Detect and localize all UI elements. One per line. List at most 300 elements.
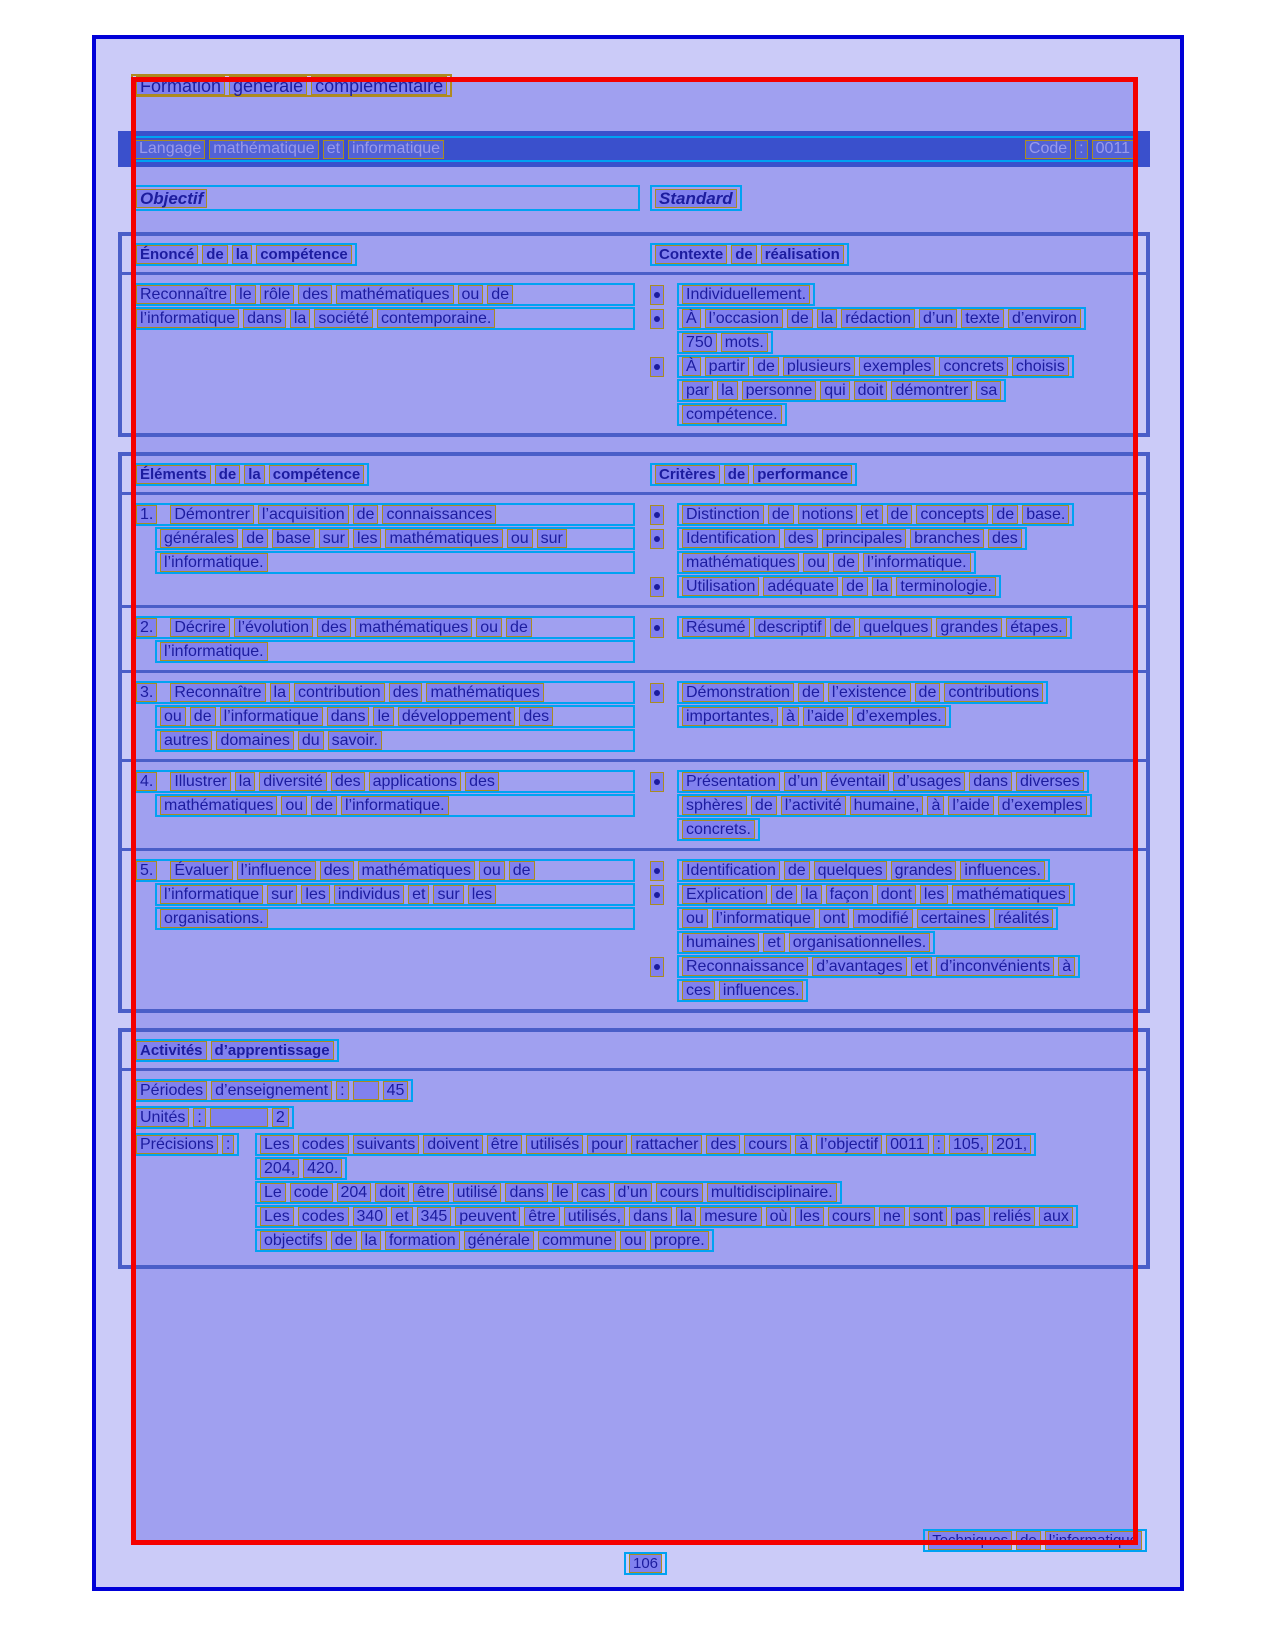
word-box: de: [768, 505, 794, 524]
word-box: individus: [334, 885, 404, 904]
line-box: [677, 883, 1075, 906]
word-box: :: [1075, 140, 1087, 159]
word-box: sa: [976, 381, 1001, 400]
word-box: cours: [656, 1183, 703, 1202]
word-box: ou: [458, 285, 484, 304]
word-box: Éléments: [136, 465, 211, 484]
word-box: de: [842, 577, 868, 596]
word-box: rattacher: [631, 1135, 702, 1154]
word-box: de: [798, 683, 824, 702]
word-box: le: [552, 1183, 572, 1202]
word-box: Démonstration: [682, 683, 794, 702]
word-box: :: [193, 1108, 205, 1127]
line-box: [131, 283, 635, 306]
activites-body: [122, 1071, 1146, 1265]
word-box: mathématiques: [160, 796, 277, 815]
word-box: l’informatique: [136, 309, 239, 328]
word-box: l’évolution: [234, 618, 313, 637]
periodes-row: [131, 1079, 1137, 1102]
word-box: du: [298, 731, 324, 750]
col-header-enonce: [131, 243, 357, 266]
word-box: 420.: [303, 1159, 342, 1178]
bullet-icon: [650, 618, 664, 638]
word-box: humaine,: [850, 796, 924, 815]
word-box: ou: [507, 529, 533, 548]
tables-area: [118, 232, 1150, 1269]
word-box: Utilisation: [682, 577, 759, 596]
bullet-icon: [650, 357, 664, 377]
standard-label: [650, 185, 742, 211]
word-box: Les: [260, 1135, 294, 1154]
bullet-icon: [650, 309, 664, 329]
word-box: 2.: [136, 618, 157, 637]
word-box: sphères: [682, 796, 747, 815]
table-activites: [118, 1028, 1150, 1269]
word-box: modifié: [853, 909, 913, 928]
word-box: de: [202, 245, 228, 264]
word-box: la: [717, 381, 737, 400]
criteria-bullet: [650, 883, 1142, 955]
competence-statement: [131, 283, 640, 427]
word-box: doivent: [423, 1135, 483, 1154]
line-box: [677, 955, 1080, 978]
word-box: 750: [682, 333, 717, 352]
line-box: [155, 883, 635, 906]
bullet-dot: [654, 512, 660, 518]
word-box: être: [413, 1183, 449, 1202]
word-box: 340: [353, 1207, 388, 1226]
criteria-bullet-list: [650, 770, 1146, 842]
word-box: complémentaire: [311, 76, 447, 95]
word-box: 204: [337, 1183, 372, 1202]
word-box: développement: [398, 707, 515, 726]
word-box: adéquate: [763, 577, 838, 596]
word-box: l’informatique.: [160, 642, 268, 661]
word-box: à: [782, 707, 799, 726]
precisions-text: [255, 1133, 1137, 1253]
line-box: [131, 1079, 413, 1102]
criteria-bullet: [650, 575, 1142, 599]
bullet-dot: [654, 690, 660, 696]
word-box: sur: [319, 529, 349, 548]
word-box: texte: [961, 309, 1004, 328]
word-box: Démontrer: [170, 505, 254, 524]
word-box: :: [933, 1135, 945, 1154]
word-box: suivants: [353, 1135, 420, 1154]
criteria-bullet-list: [650, 503, 1146, 599]
criteria-bullet: [650, 955, 1142, 1003]
line-box: [255, 1181, 842, 1204]
word-box: mots.: [721, 333, 768, 352]
word-box: et: [408, 885, 429, 904]
word-box: peuvent: [455, 1207, 520, 1226]
word-box: générale: [464, 1231, 534, 1250]
word-box: les: [468, 885, 496, 904]
document-title: [131, 74, 452, 97]
word-box: importantes,: [682, 707, 778, 726]
word-box: ne: [879, 1207, 905, 1226]
word-box: le: [373, 707, 393, 726]
word-box: ou: [682, 909, 708, 928]
criteria-bullet: [650, 355, 1142, 427]
word-box: de: [751, 796, 777, 815]
element-row: [122, 848, 1146, 1009]
criteria-bullet: [650, 770, 1142, 842]
element-statement: [131, 770, 640, 842]
word-box: Précisions: [136, 1135, 218, 1154]
word-box: quelques: [814, 861, 887, 880]
bullet-dot: [654, 779, 660, 785]
word-box: contribution: [294, 683, 385, 702]
word-box: la: [817, 309, 837, 328]
word-box: des: [519, 707, 553, 726]
bullet-dot: [654, 316, 660, 322]
word-box: Identification: [682, 529, 780, 548]
criteria-bullet: [650, 616, 1142, 640]
word-box: la: [270, 683, 290, 702]
word-box: mathématiques: [358, 861, 475, 880]
line-box: [677, 794, 1092, 817]
word-box: branches: [910, 529, 984, 548]
word-box: :: [222, 1135, 234, 1154]
criteria-bullet: [650, 307, 1142, 355]
line-box: [155, 527, 635, 550]
word-box: d’usages: [893, 772, 965, 791]
word-box: d’enseignement: [211, 1081, 332, 1100]
word-box: et: [911, 957, 932, 976]
word-box: de: [833, 553, 859, 572]
word-box: concrets.: [682, 820, 755, 839]
line-box: [131, 503, 635, 526]
bullet-dot: [654, 964, 660, 970]
word-box: informatique: [348, 140, 444, 159]
word-box: à: [927, 796, 944, 815]
word-box: Critères: [655, 465, 720, 484]
word-box: d’un: [614, 1183, 652, 1202]
word-box: certaines: [917, 909, 990, 928]
element-row: [122, 759, 1146, 848]
word-box: de: [190, 707, 216, 726]
word-box: réalisation: [761, 245, 844, 264]
word-box: mathématiques: [682, 553, 799, 572]
word-box: Distinction: [682, 505, 764, 524]
word-box: la: [676, 1207, 696, 1226]
bullet-icon: [650, 505, 664, 525]
word-box: d’avantages: [812, 957, 906, 976]
word-box: de: [331, 1231, 357, 1250]
word-box: rédaction: [841, 309, 915, 328]
word-box: dans: [505, 1183, 548, 1202]
word-box: grandes: [891, 861, 957, 880]
word-box: quelques: [859, 618, 932, 637]
line-box: [131, 307, 635, 330]
word-box: Objectif: [136, 189, 207, 208]
word-box: humaines: [682, 933, 759, 952]
word-box: la: [801, 885, 821, 904]
word-box: d’exemples.: [852, 707, 945, 726]
line-box: [131, 859, 635, 882]
word-box: Énoncé: [136, 245, 198, 264]
word-box: d’exemples: [998, 796, 1087, 815]
word-box: d’environ: [1008, 309, 1081, 328]
element-statement: [131, 503, 640, 599]
word-box: Les: [260, 1207, 294, 1226]
word-box: de: [830, 618, 856, 637]
course-title: [135, 140, 444, 159]
word-box: des: [331, 772, 365, 791]
word-box: 3.: [136, 683, 157, 702]
word-box: la: [872, 577, 892, 596]
word-box: 4.: [136, 772, 157, 791]
criteria-bullet: [650, 503, 1142, 527]
word-box: utilisé: [453, 1183, 502, 1202]
word-box: 0011: [886, 1135, 928, 1154]
word-box: dans: [969, 772, 1012, 791]
word-box: objectifs: [260, 1231, 327, 1250]
word-box: Standard: [655, 189, 737, 208]
element-row: [122, 670, 1146, 759]
line-box: [155, 794, 635, 817]
col-header-contexte: [650, 243, 849, 266]
word-box: de: [215, 465, 241, 484]
word-box: de: [506, 618, 532, 637]
word-box: mathématique: [209, 140, 318, 159]
word-box: compétence: [256, 245, 352, 264]
word-box: diverses: [1016, 772, 1084, 791]
word-box: utilisés,: [564, 1207, 625, 1226]
word-box: de: [787, 309, 813, 328]
word-box: choisis: [1012, 357, 1069, 376]
word-box: :: [336, 1081, 348, 1100]
line-box: [677, 859, 1050, 882]
word-box: qui: [820, 381, 849, 400]
precisions-row: [131, 1133, 1137, 1253]
word-box: des: [465, 772, 499, 791]
word-box: ont: [819, 909, 849, 928]
objectif-standard-row: [131, 185, 1150, 212]
line-box: [677, 818, 760, 841]
line-box: [677, 705, 951, 728]
word-box: Techniques: [928, 1531, 1012, 1550]
bullet-icon: [650, 683, 664, 703]
word-box: de: [915, 683, 941, 702]
empty-box: [210, 1108, 268, 1127]
word-box: mathématiques: [426, 683, 543, 702]
bullet-dot: [654, 892, 660, 898]
word-box: Langage: [135, 140, 205, 159]
word-box: concepts: [916, 505, 988, 524]
word-box: de: [242, 529, 268, 548]
word-box: de: [487, 285, 513, 304]
bullet-icon: [650, 577, 664, 597]
word-box: démontrer: [891, 381, 972, 400]
word-box: 204,: [260, 1159, 299, 1178]
word-box: rôle: [260, 285, 295, 304]
word-box: cas: [577, 1183, 610, 1202]
word-box: la: [232, 245, 253, 264]
word-box: personne: [742, 381, 817, 400]
word-box: descriptif: [754, 618, 826, 637]
word-box: être: [524, 1207, 560, 1226]
word-box: société: [314, 309, 373, 328]
word-box: organisations.: [160, 909, 268, 928]
word-box: de: [1016, 1531, 1041, 1550]
context-bullet-list: [650, 283, 1146, 427]
word-box: les: [795, 1207, 823, 1226]
word-box: Résumé: [682, 618, 750, 637]
word-box: contemporaine.: [377, 309, 495, 328]
word-box: organisationnelles.: [789, 933, 930, 952]
word-box: pas: [951, 1207, 985, 1226]
word-box: les: [920, 885, 948, 904]
line-box: [255, 1133, 1036, 1156]
empty-box: [353, 1081, 379, 1100]
word-box: où: [766, 1207, 792, 1226]
word-box: l’activité: [781, 796, 846, 815]
word-box: et: [763, 933, 784, 952]
bullet-dot: [654, 625, 660, 631]
word-box: Unités: [136, 1108, 189, 1127]
word-box: par: [682, 381, 713, 400]
word-box: doit: [854, 381, 888, 400]
word-box: cours: [828, 1207, 875, 1226]
word-box: aux: [1039, 1207, 1073, 1226]
word-box: les: [353, 529, 381, 548]
word-box: à: [1058, 957, 1075, 976]
line-box: [677, 527, 1027, 550]
word-box: l’aide: [948, 796, 993, 815]
word-box: l’informatique: [712, 909, 815, 928]
precisions-label: [131, 1133, 239, 1156]
word-box: des: [988, 529, 1022, 548]
line-box: [677, 907, 1058, 930]
periodes-value: 45: [383, 1081, 409, 1100]
word-box: et: [323, 140, 344, 159]
element-statement: [131, 616, 640, 664]
line-box: [155, 907, 635, 930]
word-box: de: [887, 505, 913, 524]
word-box: Le: [260, 1183, 286, 1202]
criteria-bullet-list: [650, 681, 1146, 753]
word-box: savoir.: [328, 731, 382, 750]
word-box: de: [353, 505, 379, 524]
line-box: [155, 729, 635, 752]
word-box: la: [290, 309, 310, 328]
col-header-criteres: [650, 463, 857, 486]
word-box: de: [311, 796, 337, 815]
line-box: [155, 551, 635, 574]
word-box: contributions: [944, 683, 1043, 702]
criteria-bullet-list: [650, 859, 1146, 1003]
word-box: mathématiques: [355, 618, 472, 637]
word-box: à: [795, 1135, 812, 1154]
word-box: l’aide: [803, 707, 848, 726]
word-box: plusieurs: [783, 357, 855, 376]
word-box: mesure: [700, 1207, 761, 1226]
word-box: de: [784, 861, 810, 880]
word-box: l’acquisition: [258, 505, 349, 524]
word-box: façon: [826, 885, 873, 904]
word-box: de: [724, 465, 750, 484]
word-box: étapes.: [1006, 618, 1066, 637]
line-box: [677, 403, 787, 426]
word-box: code: [290, 1183, 333, 1202]
word-box: performance: [753, 465, 852, 484]
line-box: [131, 681, 635, 704]
word-box: Présentation: [682, 772, 780, 791]
table-enonce-contexte: [118, 232, 1150, 437]
word-box: multidisciplinaire.: [707, 1183, 837, 1202]
word-box: l’informatique: [160, 885, 263, 904]
word-box: grandes: [936, 618, 1002, 637]
line-box: [677, 503, 1074, 526]
word-box: propre.: [650, 1231, 709, 1250]
word-box: des: [784, 529, 818, 548]
word-box: Décrire: [170, 618, 230, 637]
element-row: [122, 605, 1146, 670]
word-box: ou: [620, 1231, 646, 1250]
word-box: des: [706, 1135, 740, 1154]
course-code: [1025, 140, 1134, 159]
word-box: autres: [160, 731, 212, 750]
word-box: les: [301, 885, 329, 904]
word-box: des: [298, 285, 332, 304]
word-box: compétence: [269, 465, 365, 484]
word-box: générale: [229, 76, 307, 95]
line-box: [677, 931, 935, 954]
word-box: connaissances: [382, 505, 496, 524]
word-box: À: [682, 309, 701, 328]
word-box: applications: [369, 772, 462, 791]
col-header-elements: [131, 463, 369, 486]
bullet-dot: [654, 292, 660, 298]
word-box: d’apprentissage: [211, 1041, 334, 1060]
bullet-icon: [650, 861, 664, 881]
word-box: Illustrer: [170, 772, 230, 791]
criteria-bullet: [650, 859, 1142, 883]
word-box: des: [317, 618, 351, 637]
word-box: sont: [909, 1207, 947, 1226]
word-box: l’informatique.: [341, 796, 449, 815]
word-box: codes: [298, 1135, 349, 1154]
word-box: dont: [877, 885, 916, 904]
word-box: base.: [1022, 505, 1069, 524]
word-box: principales: [822, 529, 906, 548]
word-box: sur: [267, 885, 297, 904]
word-box: de: [771, 885, 797, 904]
line-box: [131, 1106, 294, 1129]
line-box: [255, 1157, 347, 1180]
element-statement: [131, 681, 640, 753]
table1-header-row: [122, 236, 1146, 275]
word-box: influences.: [719, 981, 804, 1000]
word-box: et: [861, 505, 882, 524]
word-box: pour: [587, 1135, 627, 1154]
line-box: [677, 616, 1072, 639]
word-box: la: [244, 465, 265, 484]
word-box: mathématiques: [385, 529, 502, 548]
line-box: [677, 379, 1006, 402]
criteria-bullet: [650, 681, 1142, 729]
line-box: [677, 283, 815, 306]
word-box: formation: [385, 1231, 460, 1250]
word-box: mathématiques: [336, 285, 453, 304]
word-box: reliés: [989, 1207, 1035, 1226]
word-box: l’influence: [237, 861, 316, 880]
word-box: 5.: [136, 861, 157, 880]
word-box: doit: [375, 1183, 409, 1202]
word-box: exemples: [859, 357, 935, 376]
